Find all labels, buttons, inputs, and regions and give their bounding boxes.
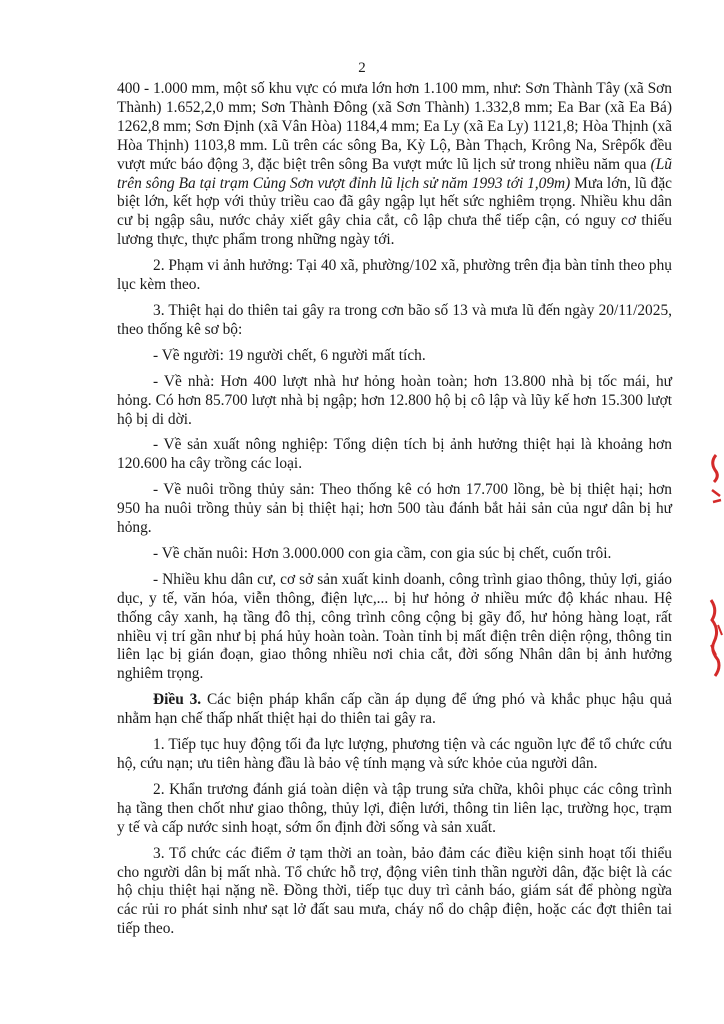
- paragraph-damage-intro: 3. Thiệt hại do thiên tai gây ra trong cơn bão số 13 và mưa lũ đến ngày 20/11/2025, theo thống kê sơ bộ:: [117, 301, 672, 338]
- paragraph-scope: 2. Phạm vi ảnh hưởng: Tại 40 xã, phường/102 xã, phường trên địa bàn tỉnh theo phụ lục kèm theo.: [117, 257, 672, 294]
- stamp-mark-3: [711, 600, 719, 676]
- article-3-item-1: 1. Tiếp tục huy động tối đa lực lượng, phương tiện và các nguồn lực để tổ chức cứu hộ, cứu nạn; ưu tiên hàng đầu là bảo vệ tính mạng và sức khỏe của người dân.: [117, 736, 672, 772]
- page-number: 2: [358, 60, 366, 76]
- stamp-mark-2: [712, 490, 721, 502]
- article-3: [117, 691, 672, 729]
- damage-people: - Về người: 19 người chết, 6 người mất tích.: [153, 346, 426, 364]
- para1-text-b: Mưa lớn, lũ đặc biệt lớn, kết hợp với thủy triều cao đã gây ngập lụt hết sức nghiêm trọng. Nhiều khu dân cư bị ngập sâu, nước chảy xiết gây chia cắt, cô lập chưa thể tiếp cận, có nguy cơ thiếu lương thực, thực phẩm trong những ngày tới.: [117, 174, 672, 249]
- para1-italic-note: (Lũ trên sông Ba tại trạm Củng Sơn vượt đỉnh lũ lịch sử năm 1993 tới 1,09m): [117, 155, 672, 192]
- para1-text-a: 400 - 1.000 mm, một số khu vực có mưa lớn hơn 1.100 mm, như: Sơn Thành Tây (xã Sơn Thành) 1.652,2,0 mm; Sơn Thành Đông (xã Sơn Thành) 1.332,8 mm; Ea Bar (xã Ea Bá) 1262,8 mm; Sơn Định (xã Vân Hòa) 1184,4 mm; Ea Ly (xã Ea Ly) 1121,8; Hòa Thịnh (xã Hòa Thịnh) 1103,8 mm. Lũ trên các sông Ba, Kỳ Lộ, Bàn Thạch, Krông Na, Srêpốk đều vượt mức báo động 3, đặc biệt trên sông Ba vượt mức lũ lịch sử trong nhiều năm qua: [117, 80, 672, 173]
- document-body: [117, 80, 672, 946]
- paragraph-rainfall-floods: [117, 80, 672, 250]
- article-3-item-3: 3. Tổ chức các điểm ở tạm thời an toàn, bảo đảm các điều kiện sinh hoạt tối thiểu cho người dân bị mất nhà. Tổ chức hỗ trợ, động viên tinh thần người dân, đặc biệt là các hộ chịu thiệt hại nặng nề. Đồng thời, tiếp tục duy trì cảnh báo, giám sát để phòng ngừa các rủi ro phát sinh như sạt lở đất sau mưa, cháy nổ do chập điện, hoặc các đợt thiên tai tiếp theo.: [117, 844, 672, 938]
- article-3-item-2: 2. Khẩn trương đánh giá toàn diện và tập trung sửa chữa, khôi phục các công trình hạ tầng then chốt như giao thông, thủy lợi, điện lưới, thông tin liên lạc, trường học, trạm y tế và cấp nước sinh hoạt, sớm ổn định đời sống và sản xuất.: [117, 780, 672, 836]
- damage-agriculture: - Về sản xuất nông nghiệp: Tổng diện tích bị ảnh hưởng thiệt hại là khoảng hơn 120.600 ha cây trồng các loại.: [117, 436, 672, 473]
- article-3-heading: Điều 3.: [153, 691, 202, 709]
- stamp-mark-1: [713, 455, 718, 482]
- damage-livestock: - Về chăn nuôi: Hơn 3.000.000 con gia cầm, con gia súc bị chết, cuốn trôi.: [153, 544, 612, 562]
- damage-aquaculture: - Về nuôi trồng thủy sản: Theo thống kê có hơn 17.700 lồng, bè bị thiệt hại; hơn 950 ha nuôi trồng thủy sản bị thiệt hại; hơn 500 tàu đánh bắt hải sản của ngư dân bị hư hỏng.: [117, 481, 672, 537]
- damage-houses: - Về nhà: Hơn 400 lượt nhà hư hỏng hoàn toàn; hơn 13.800 nhà bị tốc mái, hư hỏng. Có hơn 85.700 lượt nhà bị ngập; hơn 12.800 hộ bị cô lập và lũy kế hơn 15.300 lượt hộ bị di dời.: [117, 372, 672, 428]
- red-stamp-edge: [706, 450, 724, 680]
- article-3-heading-text: Các biện pháp khẩn cấp cần áp dụng để ứng phó và khắc phục hậu quả nhằm hạn chế thấp nhất thiệt hại do thiên tai gây ra.: [117, 691, 672, 728]
- damage-infrastructure: - Nhiều khu dân cư, cơ sở sản xuất kinh doanh, công trình giao thông, thủy lợi, giáo dục, y tế, văn hóa, viễn thông, điện lực,... bị hư hỏng ở nhiều mức độ khác nhau. Hệ thống cây xanh, hạ tầng đô thị, công trình công cộng bị gãy đổ, hư hỏng hàng loạt, rất nhiều vị trí gần như bị phá hủy hoàn toàn. Toàn tỉnh bị mất điện trên diện rộng, thông tin liên lạc bị gián đoạn, giao thông nhiều nơi chia cắt, đời sống Nhân dân bị ảnh hưởng nghiêm trọng.: [117, 570, 672, 683]
